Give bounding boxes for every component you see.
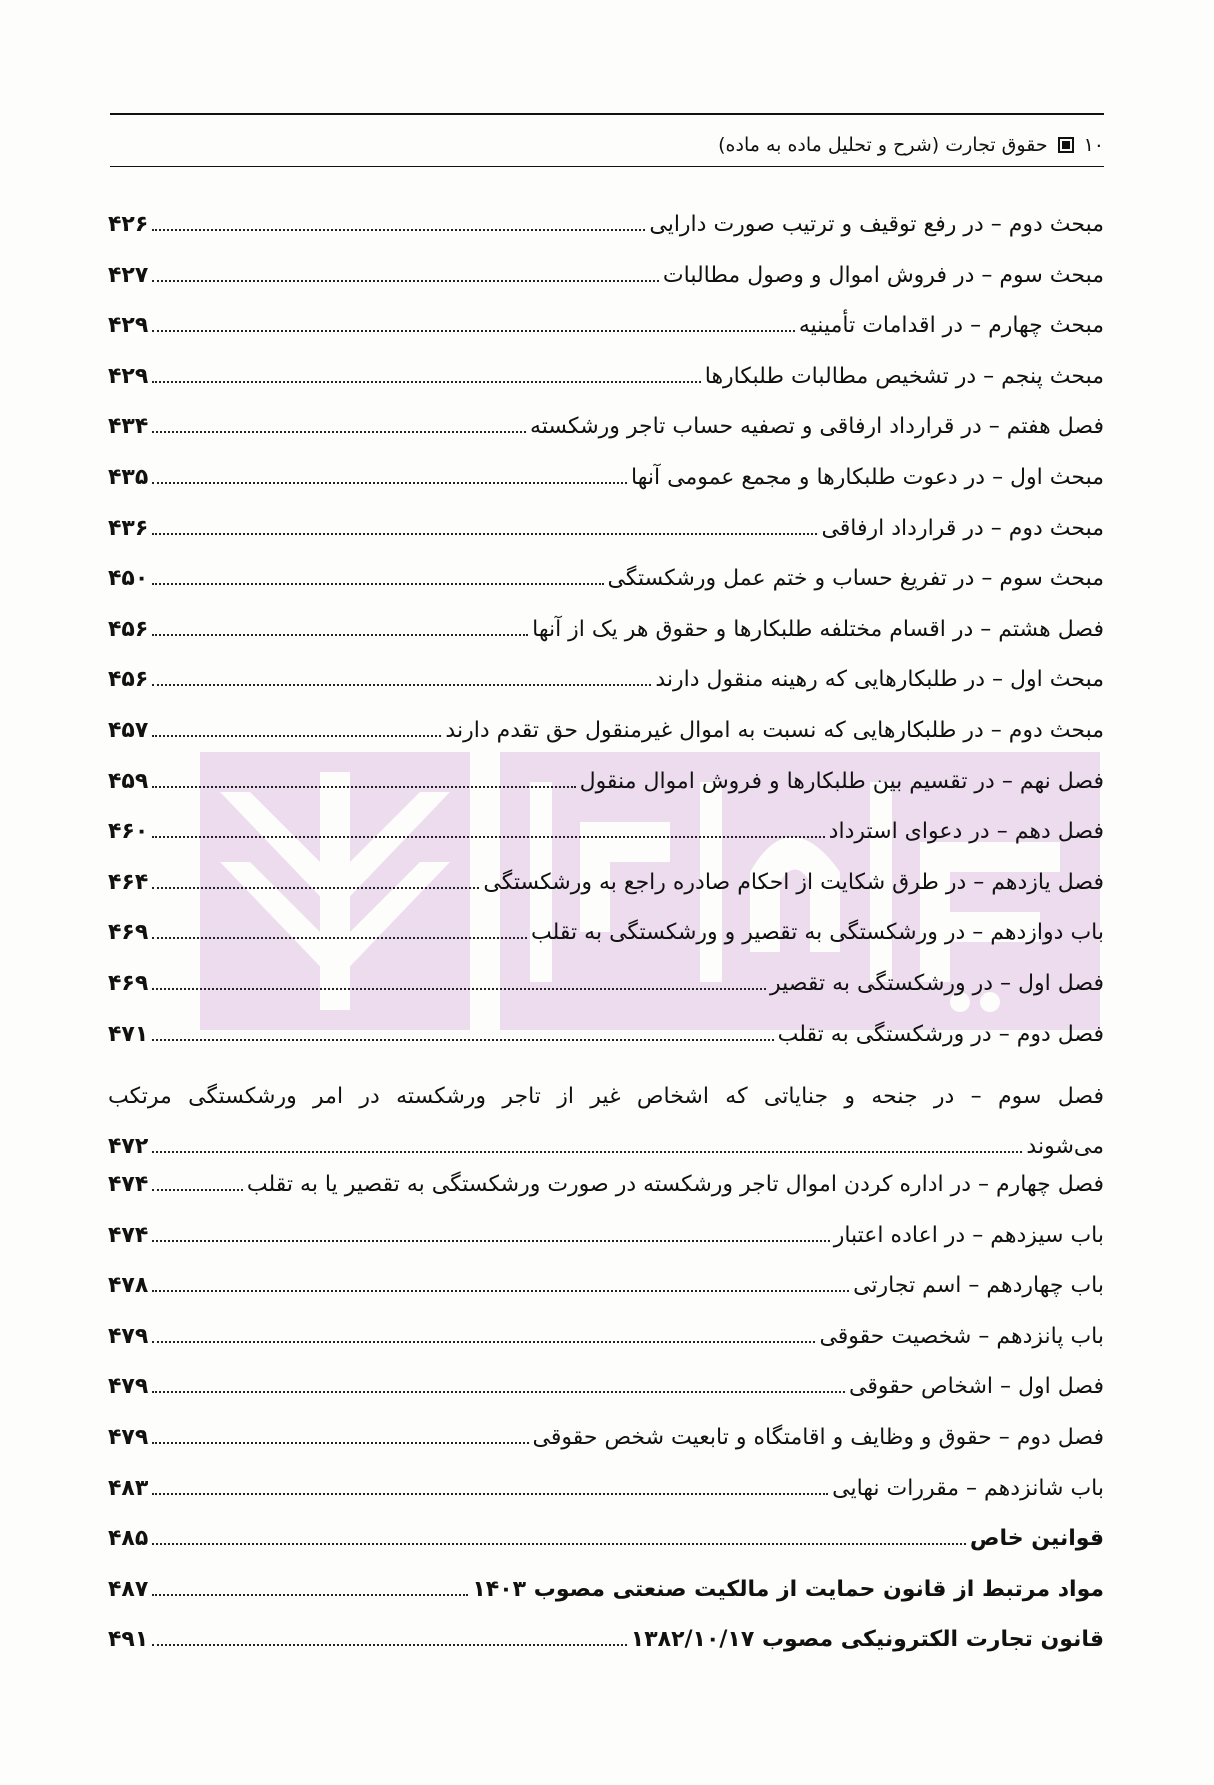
dot-leader bbox=[152, 229, 645, 231]
dot-leader bbox=[152, 280, 659, 282]
dot-leader bbox=[152, 1290, 849, 1292]
toc-entry-title: مبحث چهارم – در اقدامات تأمینیه bbox=[798, 313, 1104, 339]
dot-leader bbox=[152, 330, 795, 332]
toc-entry-page: ۴۶۹ bbox=[108, 970, 149, 996]
dot-leader bbox=[152, 735, 441, 737]
toc-entry[interactable] bbox=[108, 1374, 1104, 1425]
toc-entry[interactable] bbox=[108, 414, 1104, 465]
toc-entry[interactable] bbox=[108, 920, 1104, 971]
toc-entry-title: مبحث دوم – در طلبکارهایی که نسبت به اموال غیرمنقول حق تقدم دارند bbox=[445, 717, 1104, 743]
toc-entry-title: فصل دهم – در دعوای استرداد bbox=[828, 819, 1104, 845]
toc-entry-page: ۴۸۷ bbox=[108, 1576, 149, 1602]
toc-entry-title: فصل سوم – در جنحه و جنایاتی که اشخاص غیر از تاجر ورشکسته در امر ورشکستگی مرتکب bbox=[108, 1084, 1104, 1110]
toc-entry-page: ۴۲۹ bbox=[108, 363, 149, 389]
dot-leader bbox=[152, 533, 817, 535]
toc-entry-title: فصل اول – اشخاص حقوقی bbox=[849, 1374, 1104, 1400]
toc-entry-title: مبحث اول – در طلبکارهایی که رهینه منقول دارند bbox=[655, 667, 1104, 693]
dot-leader bbox=[152, 1543, 966, 1545]
dot-leader bbox=[152, 1493, 828, 1495]
header-book-title: حقوق تجارت (شرح و تحلیل ماده به ماده) bbox=[718, 134, 1048, 156]
toc-entry-title: فصل یازدهم – در طرق شکایت از احکام صادره راجع به ورشکستگی bbox=[483, 869, 1104, 895]
toc-entry-page: ۴۸۳ bbox=[108, 1475, 149, 1501]
toc-entry-continuation-line bbox=[108, 1122, 1104, 1172]
toc-entry[interactable] bbox=[108, 718, 1104, 769]
dot-leader bbox=[152, 1594, 468, 1596]
toc-entry[interactable] bbox=[108, 819, 1104, 870]
toc-entry-page: ۴۷۴ bbox=[108, 1222, 149, 1248]
toc-entry[interactable] bbox=[108, 1324, 1104, 1375]
toc-entry-title: مبحث پنجم – در تشخیص مطالبات طلبکارها bbox=[704, 363, 1104, 389]
toc-entry-page: ۴۲۶ bbox=[108, 212, 149, 237]
dot-leader bbox=[152, 887, 479, 889]
dot-leader bbox=[152, 988, 766, 990]
toc-entry[interactable] bbox=[108, 465, 1104, 516]
toc-entry[interactable] bbox=[108, 1577, 1104, 1628]
header-bottom-rule bbox=[110, 166, 1104, 167]
toc-entry-page: ۴۶۰ bbox=[108, 819, 149, 845]
dot-leader bbox=[152, 1240, 829, 1242]
dot-leader bbox=[152, 684, 651, 686]
toc-entry-page: ۴۳۵ bbox=[108, 464, 149, 490]
toc-entry[interactable] bbox=[108, 1273, 1104, 1324]
toc-entry-title: فصل دوم – حقوق و وظایف و اقامتگاه و تابعیت شخص حقوقی bbox=[532, 1425, 1104, 1451]
toc-entry-title: فصل چهارم – در اداره کردن اموال تاجر ورشکسته در صورت ورشکستگی به تقصیر یا به تقلب bbox=[246, 1172, 1104, 1198]
toc-entry-page: ۴۲۹ bbox=[108, 313, 149, 339]
toc-entry-page: ۴۵۶ bbox=[108, 667, 149, 693]
toc-entry[interactable] bbox=[108, 566, 1104, 617]
dot-leader bbox=[152, 583, 603, 585]
toc-entry-title: فصل اول – در ورشکستگی به تقصیر bbox=[770, 970, 1104, 996]
toc-entry-page: ۴۵۰ bbox=[108, 566, 149, 592]
toc-entry[interactable] bbox=[108, 667, 1104, 718]
dot-leader bbox=[152, 634, 528, 636]
dot-leader bbox=[152, 1644, 626, 1646]
toc-entry-title: مبحث اول – در دعوت طلبکارها و مجمع عمومی آنها bbox=[631, 464, 1104, 490]
header-top-rule bbox=[110, 113, 1104, 115]
toc-entry[interactable] bbox=[108, 1172, 1104, 1223]
toc-entry-title: باب سیزدهم – در اعاده اعتبار bbox=[833, 1222, 1104, 1248]
square-bullet-icon bbox=[1058, 137, 1074, 153]
toc-entry-title: باب دوازدهم – در ورشکستگی به تقصیر و ورشکستگی به تقلب bbox=[531, 920, 1104, 946]
toc-entry-title: قانون تجارت الکترونیکی مصوب ۱۳۸۲/۱۰/۱۷ bbox=[630, 1627, 1104, 1653]
toc-entry-page: ۴۸۵ bbox=[108, 1526, 149, 1552]
toc-entry-title: مواد مرتبط از قانون حمایت از مالکیت صنعتی مصوب ۱۴۰۳ bbox=[472, 1576, 1104, 1602]
toc-entry-title: فصل هفتم – در قرارداد ارفاقی و تصفیه حساب تاجر ورشکسته bbox=[529, 414, 1104, 440]
toc-entry-title: مبحث سوم – در تفریغ حساب و ختم عمل ورشکستگی bbox=[607, 566, 1104, 592]
toc-entry[interactable] bbox=[108, 870, 1104, 921]
toc-entry-page: ۴۷۹ bbox=[108, 1323, 149, 1349]
toc-entry-title: فصل دوم – در ورشکستگی به تقلب bbox=[777, 1021, 1104, 1047]
toc-entry-page: ۴۶۴ bbox=[108, 869, 149, 895]
toc-entry-page: ۴۷۹ bbox=[108, 1425, 149, 1451]
toc-entry-page: ۴۷۴ bbox=[108, 1172, 149, 1198]
toc-entry-page: ۴۵۶ bbox=[108, 616, 149, 642]
toc-entry[interactable] bbox=[108, 1627, 1104, 1678]
toc-entry-title: مبحث دوم – در رفع توقیف و ترتیب صورت دارایی bbox=[649, 212, 1104, 237]
dot-leader bbox=[152, 1341, 815, 1343]
toc-entry-title: باب چهاردهم – اسم تجارتی bbox=[853, 1273, 1104, 1299]
dot-leader bbox=[152, 431, 526, 433]
toc-entry-page: ۴۶۹ bbox=[108, 920, 149, 946]
dot-leader bbox=[152, 381, 700, 383]
toc-entry-multiline[interactable] bbox=[108, 1072, 1104, 1172]
toc-entry-page: ۴۳۴ bbox=[108, 414, 149, 440]
toc-entry[interactable] bbox=[108, 516, 1104, 567]
table-of-contents bbox=[108, 212, 1104, 1678]
toc-entry-page: ۴۹۱ bbox=[108, 1627, 149, 1653]
dot-leader bbox=[152, 1442, 528, 1444]
toc-entry-page: ۴۵۷ bbox=[108, 717, 149, 743]
toc-entry-title-continuation: می‌شوند bbox=[1026, 1134, 1104, 1160]
toc-entry[interactable] bbox=[108, 1425, 1104, 1476]
dot-leader bbox=[152, 482, 627, 484]
toc-entry[interactable] bbox=[108, 313, 1104, 364]
dot-leader bbox=[152, 1039, 773, 1041]
toc-entry-title: باب پانزدهم – شخصیت حقوقی bbox=[819, 1323, 1104, 1349]
toc-entry-page: ۴۲۷ bbox=[108, 262, 149, 288]
dot-leader bbox=[152, 1391, 845, 1393]
dot-leader bbox=[152, 836, 824, 838]
toc-entry-title: مبحث سوم – در فروش اموال و وصول مطالبات bbox=[662, 262, 1104, 288]
toc-entry[interactable] bbox=[108, 1223, 1104, 1274]
toc-entry[interactable] bbox=[108, 1526, 1104, 1577]
toc-entry-page: ۴۳۶ bbox=[108, 515, 149, 541]
toc-entry-page: ۴۵۹ bbox=[108, 768, 149, 794]
toc-entry-page: ۴۷۸ bbox=[108, 1273, 149, 1299]
toc-entry-title: قوانین خاص bbox=[969, 1526, 1104, 1552]
toc-entry[interactable] bbox=[108, 263, 1104, 314]
header-page-number: ۱۰ bbox=[1083, 134, 1104, 156]
toc-entry-title: باب شانزدهم – مقررات نهایی bbox=[832, 1475, 1104, 1501]
dot-leader bbox=[152, 937, 527, 939]
toc-entry-title: مبحث دوم – در قرارداد ارفاقی bbox=[821, 515, 1104, 541]
toc-entry-title: فصل هشتم – در اقسام مختلفه طلبکارها و حقوق هر یک از آنها bbox=[532, 616, 1104, 642]
toc-entry[interactable] bbox=[108, 364, 1104, 415]
toc-entry[interactable] bbox=[108, 212, 1104, 263]
toc-entry[interactable] bbox=[108, 1476, 1104, 1527]
toc-entry-page: ۴۷۹ bbox=[108, 1374, 149, 1400]
toc-entry[interactable] bbox=[108, 1022, 1104, 1073]
running-header bbox=[718, 130, 1104, 160]
toc-entry-page: ۴۷۱ bbox=[108, 1021, 149, 1047]
dot-leader bbox=[152, 1151, 1022, 1153]
toc-entry[interactable] bbox=[108, 769, 1104, 820]
dot-leader bbox=[152, 786, 575, 788]
toc-entry[interactable] bbox=[108, 617, 1104, 668]
toc-entry-page: ۴۷۲ bbox=[108, 1134, 149, 1160]
toc-entry[interactable] bbox=[108, 971, 1104, 1022]
dot-leader bbox=[152, 1189, 243, 1191]
toc-entry-title: فصل نهم – در تقسیم بین طلبکارها و فروش اموال منقول bbox=[579, 768, 1104, 794]
